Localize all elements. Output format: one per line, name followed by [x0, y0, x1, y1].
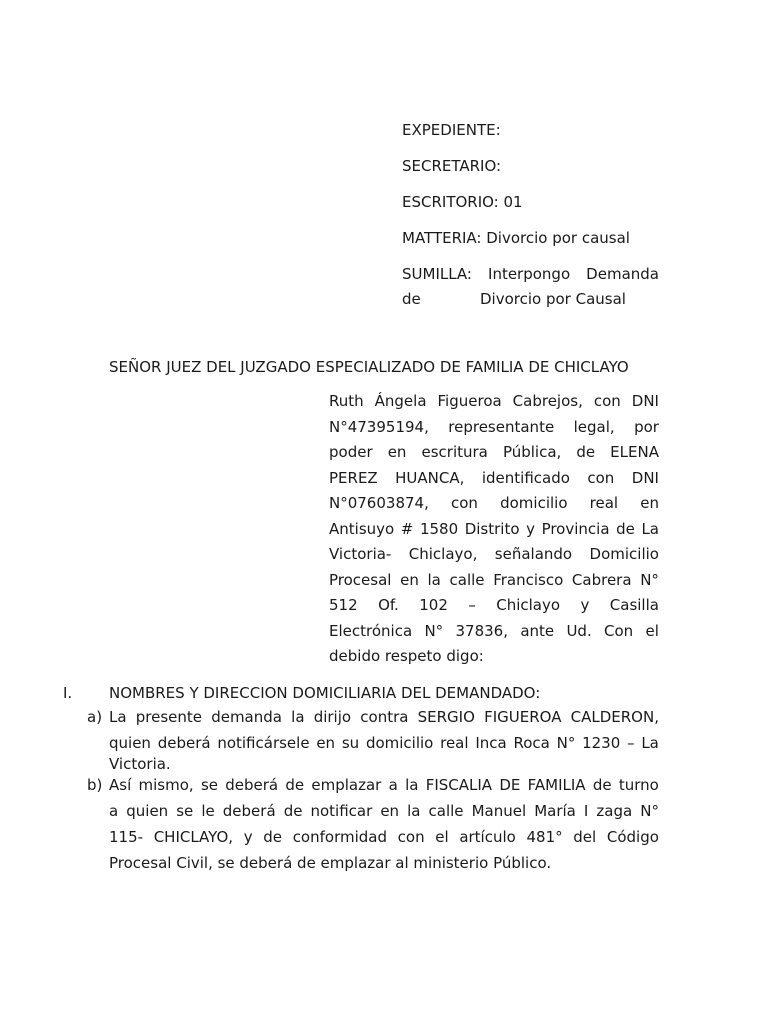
word: La: [641, 519, 659, 538]
word: Distrito: [464, 519, 520, 538]
word: Pública,: [502, 443, 562, 461]
word: –: [468, 596, 476, 614]
word: DNI: [631, 468, 659, 487]
word: Chiclayo: [496, 596, 561, 614]
word: 102: [419, 596, 448, 614]
word: CHICLAYO,: [153, 828, 234, 846]
word: Electrónica: [329, 621, 413, 640]
word: deberá: [225, 776, 279, 794]
word: N°47395194,: [329, 417, 429, 436]
word: conformidad: [292, 828, 387, 846]
list-item-text: [109, 704, 659, 772]
section-heading: [63, 682, 663, 704]
word: Código: [606, 828, 659, 846]
secretario-line: SECRETARIO:: [402, 157, 502, 175]
word: Victoria-: [329, 545, 392, 563]
word: 1580: [419, 519, 459, 538]
word: la: [291, 708, 305, 726]
word: Roca: [513, 734, 550, 752]
word: Con: [604, 621, 634, 640]
word: de: [285, 776, 305, 794]
word: notificársele: [217, 734, 310, 752]
section-defendant: [63, 682, 663, 876]
word: quien: [126, 802, 169, 820]
word: a: [388, 776, 398, 794]
word: Domicilio: [589, 545, 659, 563]
list-marker: b): [87, 776, 103, 794]
word: 481°: [526, 828, 563, 846]
word: Antisuyo: [329, 519, 395, 538]
petitioner-intro: [329, 389, 659, 670]
word: emplazar: [311, 776, 382, 794]
intro-line: [329, 491, 659, 517]
intro-line: [329, 568, 659, 594]
intro-line: [329, 542, 659, 568]
sumilla-word: de: [402, 290, 421, 308]
word: en: [387, 443, 407, 461]
word: el: [435, 828, 449, 846]
word: con: [593, 392, 621, 410]
word: legal,: [573, 417, 615, 436]
sumilla-word: SUMILLA:: [402, 265, 472, 283]
section-number: I.: [63, 684, 73, 702]
word: del: [573, 828, 597, 846]
word: HUANCA,: [395, 468, 465, 487]
word: Procesal: [329, 570, 392, 589]
word: su: [341, 734, 360, 752]
case-header: [402, 118, 659, 312]
intro-line: [329, 440, 659, 466]
word: FIGUEROA: [484, 708, 562, 726]
word: notificar: [310, 802, 373, 820]
word: en: [316, 734, 336, 752]
word: Casilla: [609, 596, 659, 614]
word: Ud.: [566, 621, 592, 640]
word: 37836,: [455, 621, 508, 640]
word: quien: [109, 734, 151, 752]
word: poder: [329, 443, 373, 461]
word: Of.: [378, 596, 399, 614]
word: demanda: [211, 708, 282, 726]
word: I: [583, 802, 589, 820]
sumilla-word: Interpongo: [488, 265, 571, 283]
list-marker: a): [87, 708, 103, 726]
word: de: [283, 802, 303, 820]
word: señalando: [494, 545, 573, 563]
word: zaga: [596, 802, 633, 820]
word: calle: [428, 802, 464, 820]
intro-line: [329, 389, 659, 415]
word: N°: [640, 802, 659, 820]
word: FAMILIA: [527, 776, 586, 794]
text-line: [109, 730, 659, 756]
word: presente: [135, 708, 202, 726]
sumilla-word: Divorcio por Causal: [480, 290, 626, 308]
word: Cabrera: [571, 570, 632, 589]
word: y: [243, 828, 253, 846]
word: dirijo: [313, 708, 352, 726]
sumilla-word: Demanda: [586, 265, 659, 283]
intro-line: debido respeto digo:: [329, 647, 484, 665]
sumilla-line-1: [402, 262, 659, 287]
word: Así: [109, 776, 132, 794]
word: 115-: [109, 828, 144, 846]
word: con: [397, 828, 425, 846]
list-item: [63, 704, 663, 772]
word: le: [201, 802, 215, 820]
word: de: [592, 776, 612, 794]
word: DNI: [631, 392, 659, 410]
word: contra: [360, 708, 409, 726]
word: Francisco: [493, 570, 564, 589]
word: calle: [449, 570, 485, 589]
word: 512: [329, 596, 358, 614]
word: Figueroa: [437, 392, 502, 410]
word: N°07603874,: [329, 494, 429, 512]
word: 1230: [582, 734, 621, 752]
word: artículo: [459, 828, 516, 846]
intro-line: [329, 466, 659, 492]
text-line: [109, 704, 659, 730]
word: identificado: [481, 468, 570, 487]
text-line: Procesal Civil, se deberá de emplazar al ministerio Público.: [109, 854, 552, 872]
word: escritura: [421, 443, 488, 461]
list-item: [63, 772, 663, 876]
word: de: [616, 519, 635, 538]
word: La: [109, 708, 127, 726]
word: Ruth: [329, 392, 364, 410]
word: N°: [556, 734, 576, 752]
intro-line: [329, 619, 659, 645]
word: en: [640, 494, 659, 512]
word: turno: [618, 776, 659, 794]
word: N°: [640, 570, 659, 589]
word: con: [587, 468, 615, 487]
word: Chiclayo,: [408, 545, 478, 563]
word: a: [109, 802, 119, 820]
word: Ángela: [374, 392, 427, 410]
sumilla: [402, 262, 659, 312]
word: en: [400, 570, 419, 589]
word: DE: [499, 776, 521, 794]
text-line: [109, 772, 659, 798]
word: Manuel: [471, 802, 527, 820]
word: PEREZ: [329, 468, 378, 487]
word: –: [627, 734, 635, 752]
word: deberá: [222, 802, 276, 820]
word: en: [380, 802, 400, 820]
word: domicilio: [500, 494, 568, 512]
word: ante: [520, 621, 555, 640]
word: deberá: [157, 734, 211, 752]
word: de: [263, 828, 283, 846]
escritorio-line: ESCRITORIO: 01: [402, 193, 523, 211]
intro-line: [329, 593, 659, 619]
text-line: [109, 798, 659, 824]
word: la: [407, 802, 421, 820]
text-line: Victoria.: [109, 755, 171, 773]
intro-line: [329, 415, 659, 441]
word: #: [400, 519, 414, 538]
word: CALDERON,: [570, 708, 659, 726]
materia-line: MATTERIA: Divorcio por causal: [402, 229, 630, 247]
word: se: [176, 802, 194, 820]
word: Provincia: [541, 519, 610, 538]
word: N°: [424, 621, 444, 640]
word: representante: [448, 417, 555, 436]
section-title: NOMBRES Y DIRECCION DOMICILIARIA DEL DEMANDADO:: [109, 684, 541, 702]
list-item-text: [109, 772, 659, 876]
word: mismo,: [138, 776, 194, 794]
word: y: [580, 596, 590, 614]
word: ELENA: [610, 443, 659, 461]
word: se: [200, 776, 218, 794]
word: FISCALIA: [425, 776, 493, 794]
word: el: [645, 621, 659, 640]
expediente-line: EXPEDIENTE:: [402, 121, 501, 139]
word: María: [534, 802, 576, 820]
word: por: [634, 417, 659, 436]
word: de: [576, 443, 596, 461]
word: la: [427, 570, 441, 589]
word: domicilio: [365, 734, 434, 752]
word: la: [405, 776, 419, 794]
word: real: [440, 734, 469, 752]
intro-line: [329, 517, 659, 543]
word: La: [641, 734, 659, 752]
word: real: [589, 494, 619, 512]
word: Inca: [475, 734, 507, 752]
text-line: [109, 824, 659, 850]
addressee: SEÑOR JUEZ DEL JUZGADO ESPECIALIZADO DE FAMILIA DE CHICLAYO: [109, 358, 629, 376]
word: SERGIO: [417, 708, 475, 726]
sumilla-line-2: [402, 287, 659, 312]
word: y: [526, 519, 535, 538]
word: con: [451, 494, 478, 512]
word: Cabrejos,: [512, 392, 583, 410]
